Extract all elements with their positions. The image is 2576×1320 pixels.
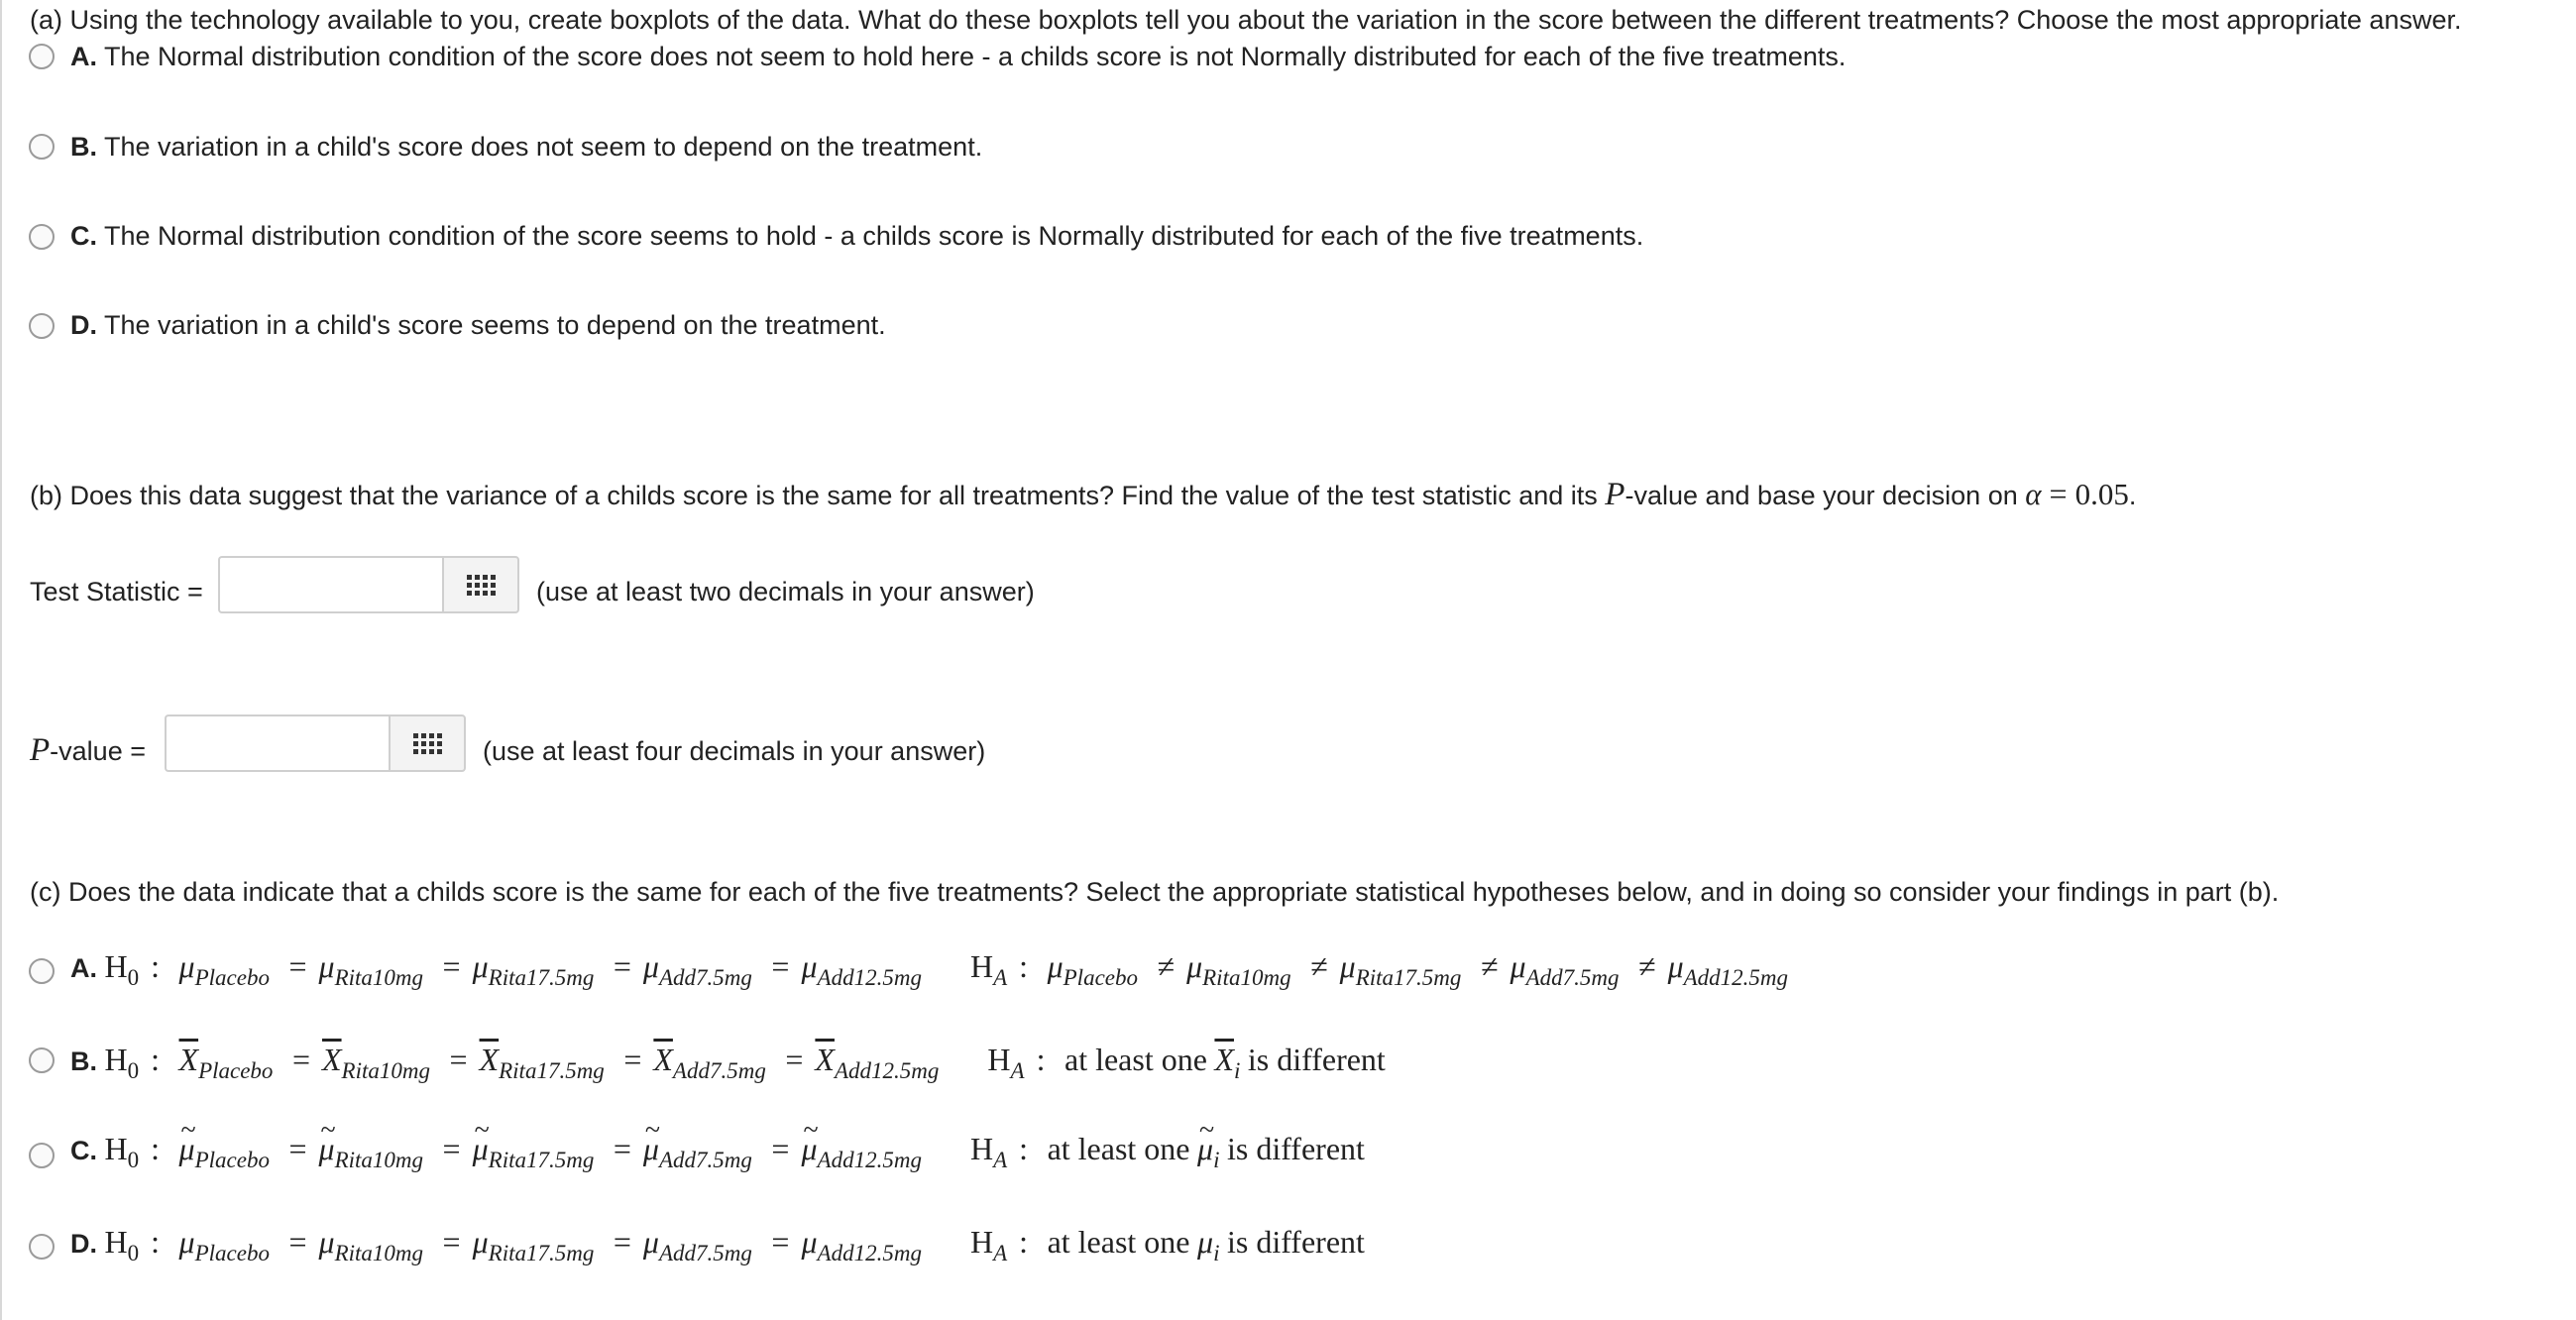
group-placebo: Placebo bbox=[198, 1058, 274, 1083]
option-text: The variation in a child's score does not seem to depend on the treatment. bbox=[104, 132, 983, 162]
option-letter: C. bbox=[70, 1136, 97, 1165]
xbar-symbol: $\overline{X}$ bbox=[1214, 1042, 1234, 1077]
option-letter: C. bbox=[70, 221, 97, 251]
pvalue-keypad-button[interactable] bbox=[389, 715, 466, 772]
p-symbol: P bbox=[1605, 477, 1625, 512]
ha-subscript: A bbox=[1010, 1058, 1025, 1083]
group-rita17-5mg: Rita17.5mg bbox=[488, 1148, 595, 1172]
pvalue-hint: (use at least four decimals in your answer) bbox=[483, 736, 986, 766]
keypad-icon bbox=[467, 575, 495, 595]
part-c-option-c[interactable] bbox=[70, 1131, 1365, 1172]
group-placebo: Placebo bbox=[194, 965, 270, 990]
ha-text-pre: at least one bbox=[1047, 1131, 1190, 1166]
option-letter: B. bbox=[70, 1046, 97, 1076]
h0-symbol: H bbox=[104, 948, 128, 984]
ha-subscript: A bbox=[993, 1148, 1008, 1172]
xbar-symbol: $\overline{X}$ bbox=[479, 1042, 500, 1077]
part-a-option-a[interactable] bbox=[70, 40, 1846, 73]
xbar-symbol: $\overline{X}$ bbox=[178, 1042, 199, 1077]
test-statistic-hint: (use at least two decimals in your answer) bbox=[536, 577, 1035, 606]
part-c-question: (c) Does the data indicate that a childs score is the same for each of the five treatments? Select the appropriate statistical hypotheses below, and in doing so consider your findings in part (b). bbox=[30, 877, 2280, 907]
equals-sign: = bbox=[613, 1224, 631, 1260]
index-i: i bbox=[1213, 1241, 1220, 1265]
mu-symbol: μ bbox=[1667, 948, 1684, 984]
test-statistic-label: Test Statistic = bbox=[30, 577, 203, 606]
option-letter: B. bbox=[70, 132, 97, 162]
group-placebo: Placebo bbox=[194, 1148, 270, 1172]
ha-text-pre: at least one bbox=[1064, 1042, 1207, 1077]
equals-symbol: = bbox=[2049, 476, 2068, 511]
mu-symbol: μ bbox=[642, 948, 659, 984]
group-rita10mg: Rita10mg bbox=[334, 1148, 424, 1172]
equals-sign: = bbox=[449, 1042, 468, 1077]
mu-symbol: μ bbox=[472, 948, 489, 984]
part-c-option-a[interactable] bbox=[70, 948, 1789, 990]
group-add12-5mg: Add12.5mg bbox=[817, 1241, 922, 1265]
alpha-value: 0.05 bbox=[2074, 477, 2129, 511]
keypad-icon bbox=[413, 733, 441, 753]
colon: : bbox=[1036, 1042, 1046, 1077]
h0-subscript: 0 bbox=[127, 1148, 140, 1172]
equals-sign: = bbox=[288, 948, 307, 984]
ha-symbol: H bbox=[969, 948, 994, 984]
option-letter: A. bbox=[70, 42, 97, 71]
group-add7-5mg: Add7.5mg bbox=[658, 1148, 752, 1172]
mu-tilde-symbol: ~ μ bbox=[1197, 1132, 1213, 1165]
group-rita17-5mg: Rita17.5mg bbox=[1355, 965, 1462, 990]
h0-symbol: H bbox=[104, 1224, 128, 1260]
part-a-option-c[interactable] bbox=[70, 219, 1643, 253]
group-placebo: Placebo bbox=[194, 1241, 270, 1265]
equals-sign: = bbox=[442, 948, 461, 984]
part-b-question-mid: -value and base your decision on bbox=[1624, 481, 2026, 510]
colon: : bbox=[151, 1042, 161, 1077]
option-text: The Normal distribution condition of the score does not seem to hold here - a childs score is not Normally distributed for each of the five treatments. bbox=[104, 42, 1847, 71]
part-c-option-b[interactable] bbox=[70, 1042, 1386, 1083]
not-equal-sign: ≠ bbox=[1638, 948, 1656, 984]
not-equal-sign: ≠ bbox=[1480, 948, 1499, 984]
part-b-question-pre: (b) Does this data suggest that the variance of a childs score is the same for all treatments? Find the value of the test statistic and its bbox=[30, 481, 1606, 510]
mu-symbol: μ bbox=[1339, 948, 1356, 984]
group-add7-5mg: Add7.5mg bbox=[658, 965, 752, 990]
mu-symbol: μ bbox=[1510, 948, 1526, 984]
group-add12-5mg: Add12.5mg bbox=[834, 1058, 940, 1083]
equals-sign: = bbox=[771, 948, 790, 984]
equals-sign: = bbox=[613, 1131, 631, 1166]
mu-tilde-symbol: ~ μ bbox=[179, 1132, 195, 1165]
mu-tilde-symbol: ~ μ bbox=[801, 1132, 817, 1165]
test-statistic-input[interactable] bbox=[218, 556, 444, 613]
group-rita17-5mg: Rita17.5mg bbox=[488, 965, 595, 990]
h0-subscript: 0 bbox=[127, 965, 140, 990]
ha-text-post: is different bbox=[1226, 1131, 1365, 1166]
index-i: i bbox=[1213, 1148, 1220, 1172]
mu-symbol: μ bbox=[1186, 948, 1203, 984]
colon: : bbox=[1019, 1131, 1029, 1166]
pvalue-label-text: -value = bbox=[50, 736, 146, 766]
not-equal-sign: ≠ bbox=[1310, 948, 1328, 984]
option-text: The Normal distribution condition of the score seems to hold - a childs score is Normally distributed for each of the five treatments. bbox=[104, 221, 1644, 251]
mu-symbol: μ bbox=[178, 1224, 195, 1260]
xbar-symbol: $\overline{X}$ bbox=[815, 1042, 835, 1077]
mu-symbol: μ bbox=[318, 1224, 335, 1260]
group-add7-5mg: Add7.5mg bbox=[658, 1241, 752, 1265]
equals-sign: = bbox=[771, 1224, 790, 1260]
group-placebo: Placebo bbox=[1063, 965, 1138, 990]
group-add7-5mg: Add7.5mg bbox=[1525, 965, 1620, 990]
pvalue-label bbox=[30, 733, 146, 768]
mu-symbol: μ bbox=[801, 948, 818, 984]
mu-tilde-symbol: ~ μ bbox=[319, 1132, 335, 1165]
group-add12-5mg: Add12.5mg bbox=[817, 965, 922, 990]
not-equal-sign: ≠ bbox=[1157, 948, 1176, 984]
colon: : bbox=[151, 1224, 161, 1260]
group-rita10mg: Rita10mg bbox=[334, 965, 424, 990]
group-add7-5mg: Add7.5mg bbox=[672, 1058, 766, 1083]
radio-c-option-d[interactable] bbox=[29, 1234, 55, 1260]
option-letter: D. bbox=[70, 1229, 97, 1259]
radio-a-option-b[interactable] bbox=[29, 134, 55, 160]
pvalue-p-symbol: P bbox=[30, 732, 51, 768]
radio-c-option-a[interactable] bbox=[29, 958, 55, 984]
ha-text-pre: at least one bbox=[1047, 1224, 1190, 1260]
h0-symbol: H bbox=[104, 1042, 128, 1077]
option-letter: A. bbox=[70, 953, 97, 983]
equals-sign: = bbox=[291, 1042, 310, 1077]
mu-symbol: μ bbox=[472, 1224, 489, 1260]
xbar-symbol: $\overline{X}$ bbox=[653, 1042, 673, 1077]
radio-a-option-a[interactable] bbox=[29, 44, 55, 69]
mu-symbol: μ bbox=[642, 1224, 659, 1260]
equals-sign: = bbox=[442, 1224, 461, 1260]
equals-sign: = bbox=[623, 1042, 642, 1077]
colon: : bbox=[1019, 948, 1029, 984]
h0-subscript: 0 bbox=[127, 1241, 140, 1265]
equals-sign: = bbox=[288, 1131, 307, 1166]
xbar-symbol: $\overline{X}$ bbox=[322, 1042, 342, 1077]
mu-symbol: μ bbox=[1197, 1224, 1214, 1260]
group-rita17-5mg: Rita17.5mg bbox=[488, 1241, 595, 1265]
group-add12-5mg: Add12.5mg bbox=[817, 1148, 922, 1172]
group-add12-5mg: Add12.5mg bbox=[1683, 965, 1789, 990]
ha-text-post: is different bbox=[1226, 1224, 1365, 1260]
equals-sign: = bbox=[613, 948, 631, 984]
ha-symbol: H bbox=[969, 1224, 994, 1260]
group-rita17-5mg: Rita17.5mg bbox=[499, 1058, 605, 1083]
colon: : bbox=[1019, 1224, 1029, 1260]
colon: : bbox=[151, 948, 161, 984]
part-a-option-b[interactable] bbox=[70, 130, 982, 164]
equals-sign: = bbox=[771, 1131, 790, 1166]
ha-text-post: is different bbox=[1247, 1042, 1386, 1077]
part-b-question bbox=[30, 477, 2136, 512]
radio-c-option-b[interactable] bbox=[29, 1047, 55, 1073]
part-a-option-d[interactable] bbox=[70, 308, 886, 342]
ha-subscript: A bbox=[993, 1241, 1008, 1265]
test-statistic-keypad-button[interactable] bbox=[442, 556, 519, 613]
group-rita10mg: Rita10mg bbox=[334, 1241, 424, 1265]
ha-symbol: H bbox=[987, 1042, 1011, 1077]
ha-subscript: A bbox=[993, 965, 1008, 990]
equals-sign: = bbox=[785, 1042, 804, 1077]
option-text: The variation in a child's score seems to depend on the treatment. bbox=[104, 310, 886, 340]
colon: : bbox=[151, 1131, 161, 1166]
mu-symbol: μ bbox=[1047, 948, 1064, 984]
alpha-symbol: α bbox=[2025, 477, 2042, 511]
part-c-option-d[interactable] bbox=[70, 1225, 1365, 1263]
pvalue-input[interactable] bbox=[165, 715, 391, 772]
option-letter: D. bbox=[70, 310, 97, 340]
mu-tilde-symbol: ~ μ bbox=[473, 1132, 489, 1165]
equals-sign: = bbox=[442, 1131, 461, 1166]
h0-subscript: 0 bbox=[127, 1058, 140, 1083]
radio-a-option-c[interactable] bbox=[29, 224, 55, 250]
mu-symbol: μ bbox=[178, 948, 195, 984]
index-i: i bbox=[1233, 1058, 1241, 1083]
group-rita10mg: Rita10mg bbox=[1202, 965, 1291, 990]
part-a-question: (a) Using the technology available to you, create boxplots of the data. What do these boxplots tell you about the variation in the score between the different treatments? Choose the most appropriate answer. bbox=[30, 5, 2462, 35]
mu-tilde-symbol: ~ μ bbox=[643, 1132, 659, 1165]
mu-symbol: μ bbox=[801, 1224, 818, 1260]
radio-a-option-d[interactable] bbox=[29, 313, 55, 339]
mu-symbol: μ bbox=[318, 948, 335, 984]
radio-c-option-c[interactable] bbox=[29, 1143, 55, 1168]
equals-sign: = bbox=[288, 1224, 307, 1260]
part-b-question-end: . bbox=[2128, 481, 2137, 510]
ha-symbol: H bbox=[969, 1131, 994, 1166]
group-rita10mg: Rita10mg bbox=[341, 1058, 430, 1083]
h0-symbol: H bbox=[104, 1131, 128, 1166]
